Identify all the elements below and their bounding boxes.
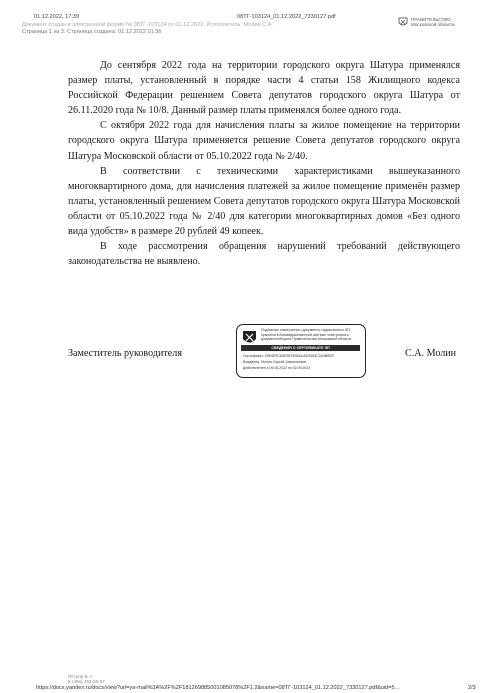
signer-name: С.А. Молин (405, 348, 457, 359)
government-logo-text (411, 17, 455, 28)
print-header (0, 0, 490, 35)
certificate-number: Сертификат: 00E0E9CA9E3EF84451/AD2063C2A4BBDF (243, 354, 335, 358)
paragraph: В соответствии с техническими характеристиками вышеуказанного многоквартирного дома, для начисления платежей за жилое помещение применён размер платы, установленный решением Совета депутатов городского округа Шатура Московской области от 05.10.2022 года № 2/40 для категории многоквартирных домов «Без одного вида удобств» в размере 20 рублей 49 копеек. (68, 165, 460, 238)
paragraph: До сентября 2022 года на территории городского округа Шатура применялся размер платы, установленный в порядке части 4 статьи 158 Жилищного кодекса Российской Федерации решением Совета депутатов городского округа Шатура от 26.11.2020 года № 10/8. Данный размер платы применялся более одного года. (68, 60, 460, 117)
logo-text-line: Московской области (411, 22, 455, 28)
stamp-band: СВЕДЕНИЯ О СЕРТИФИКАТЕ ЭП (241, 345, 360, 351)
file-name: 08ТГ-103124_01.12.2022_7330127.pdf (237, 14, 336, 20)
executor-phone: 8 (496) 452-20-07 (68, 679, 105, 685)
paragraph: С октября 2022 года для начисления платы за жилое помещение на территории городского округа Шатура применяется решение Совета депутатов городского округа Шатура Московской области от 05.10.2022 года № 2/40. (68, 120, 460, 162)
coat-of-arms-icon (241, 329, 258, 346)
executor-name: Петров В. Г. (68, 674, 94, 679)
logo-text-line: ПРАВИТЕЛЬСТВО (411, 17, 451, 22)
document-registration-line: Документ создан в электронной форме № 08ТГ-103124 от 01.12.2022. Исполнитель: Молин С.А. (22, 22, 274, 28)
signer-title: Заместитель руководителя (68, 348, 182, 359)
certificate-validity: Действителен с 09.06.2022 по 02.09.2023 (243, 366, 311, 370)
letter-body (68, 58, 460, 269)
print-date: 01.12.2022, 17:39 (34, 14, 80, 20)
executor-info (68, 674, 105, 685)
paragraph: В ходе рассмотрения обращения нарушений требований действующего законодательства не выявлено. (68, 241, 460, 268)
electronic-signature-stamp (236, 324, 366, 378)
coat-of-arms-icon (398, 17, 408, 27)
certificate-owner: Владелец: Молин Сергей Анатольевич (243, 360, 307, 364)
page-counter: 2/3 (468, 685, 476, 691)
page-url: https://docs.yandex.ru/docs/view?url=ya-mail%3A%2F%2F181269885001085078%2F1.2&name=08ТГ-103124_01.12.2022_7330127.pdf&uid=5... (36, 685, 400, 691)
stamp-header-text: Подлинник электронного документа, подписанного ЭП, хранится в Межведомственной системе электронного документооборота Правительства Московской области (261, 328, 352, 342)
page-info: Страница 1 из 2. Страница создана: 01.12.2022 01:36 (22, 29, 162, 35)
